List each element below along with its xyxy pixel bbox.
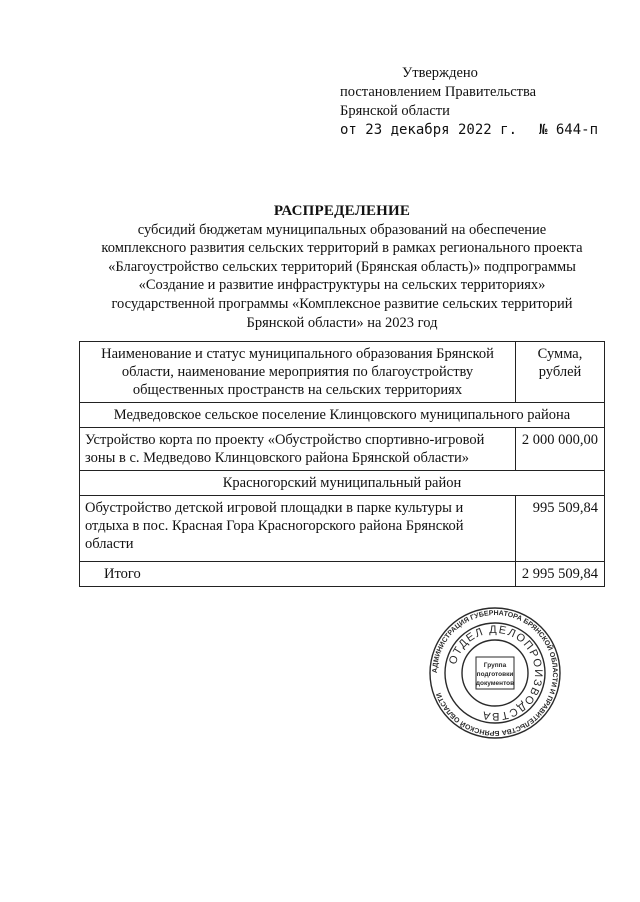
approval-line-3: Брянской области [340, 103, 450, 119]
header-sum-cell: Сумма, рублей [516, 342, 605, 403]
item-2-sum: 995 509,84 [516, 496, 605, 562]
approval-signature-line [340, 121, 620, 140]
title-line-3: «Благоустройство сельских территорий (Брянская область)» подпрограммы [108, 258, 576, 275]
stamp-outer-text: АДМИНИСТРАЦИЯ ГУБЕРНАТОРА БРЯНСКОЙ ОБЛАСТИ И ПРАВИТЕЛЬСТВА БРЯНСКОЙ ОБЛАСТИ [431, 609, 559, 737]
header-name-cell: Наименование и статус муниципального образования Брянской области, наименование мероприятия по благоустройству общественных пространств на сельских территориях [80, 342, 516, 403]
document-title [80, 202, 604, 332]
stamp-center-line-1: Группа [483, 662, 507, 669]
stamp-seal-icon [428, 606, 562, 740]
total-row [80, 562, 605, 587]
item-1-sum: 2 000 000,00 [516, 428, 605, 471]
item-2-name: Обустройство детской игровой площадки в парке культуры и отдыха в пос. Красная Гора Красногорского района Брянской области [80, 496, 516, 562]
approval-number: № 644-п [539, 122, 599, 138]
stamp-center-line-2: подготовки [476, 671, 514, 678]
item-1-name: Устройство корта по проекту «Обустройство спортивно-игровой зоны в с. Медведово Клинцовского района Брянской области» [80, 428, 516, 471]
section-row [80, 471, 605, 496]
approval-line-2: постановлением Правительства [340, 84, 537, 100]
document-heading: РАСПРЕДЕЛЕНИЕ [273, 203, 411, 219]
approval-date: от 23 декабря 2022 г. [340, 122, 518, 138]
official-stamp [428, 606, 562, 740]
title-line-1: субсидий бюджетам муниципальных образований на обеспечение [137, 221, 547, 238]
distribution-table [79, 341, 605, 587]
section-1-title: Медведовское сельское поселение Клинцовского муниципального района [80, 403, 605, 428]
approval-block [340, 64, 620, 140]
title-line-5: государственной программы «Комплексное развитие сельских территорий [111, 295, 573, 312]
table-row [80, 496, 605, 562]
table-header-row [80, 342, 605, 403]
total-sum: 2 995 509,84 [516, 562, 605, 587]
table-row [80, 428, 605, 471]
approval-line-1: Утверждено [402, 65, 478, 81]
stamp-center-line-3: документов [475, 680, 515, 687]
section-2-title: Красногорский муниципальный район [80, 471, 605, 496]
section-row [80, 403, 605, 428]
title-line-4: «Создание и развитие инфраструктуры на сельских территориях» [138, 277, 546, 294]
title-line-6: Брянской области» на 2023 год [246, 314, 438, 331]
total-label: Итого [80, 562, 516, 587]
title-line-2: комплексного развития сельских территорий в рамках регионального проекта [101, 240, 583, 257]
stamp-inner-text: ОТДЕЛ ДЕЛОПРОИЗВОДСТВА [446, 623, 545, 723]
